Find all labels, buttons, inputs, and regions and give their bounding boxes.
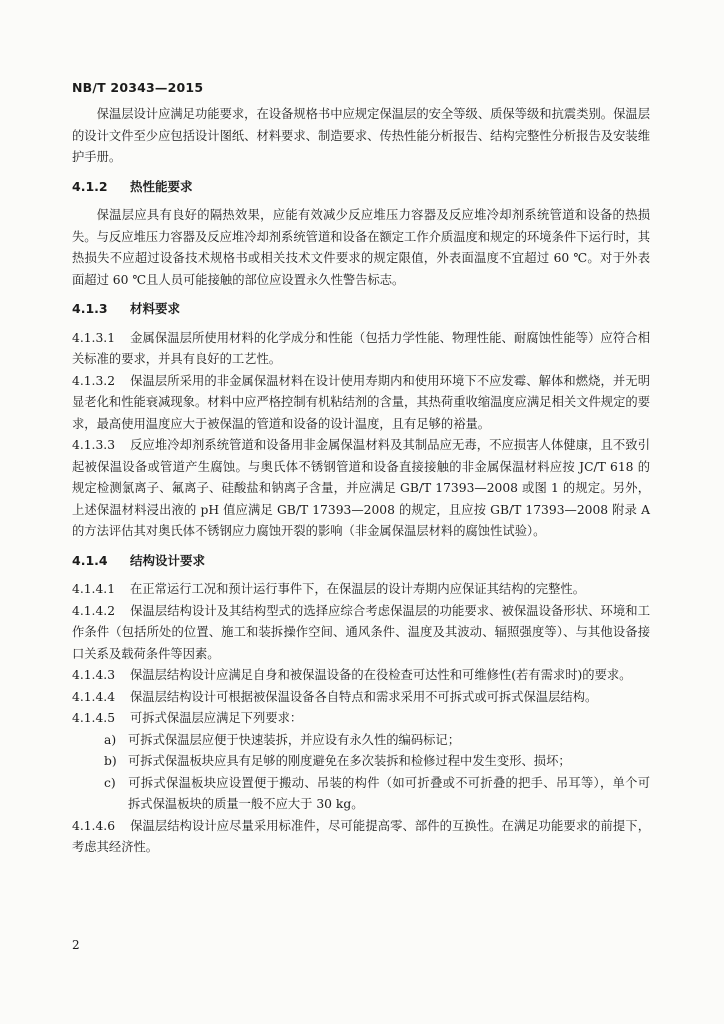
- clause-4-1-3-1: [72, 328, 650, 371]
- clause-text: 保温层所采用的非金属保温材料在设计使用寿期内和使用环境下不应发霉、解体和燃烧，并无明显老化和性能衰减现象。材料中应严格控制有机粘结剂的含量，其热荷重收缩温度应满足相关文件规定的要求，最高使用温度应大于被保温的管道和设备的设计温度，且有足够的裕量。: [72, 373, 650, 431]
- clause-4-1-4-2: [72, 601, 650, 666]
- clause-text: 可拆式保温层应满足下列要求：: [130, 711, 303, 725]
- clause-text: 保温层结构设计及其结构型式的选择应综合考虑保温层的功能要求、被保温设备形状、环境和工作条件（包括所处的位置、施工和装拆操作空间、通风条件、温度及其波动、辐照强度等）、与其他设备接口关系及载荷条件等因素。: [72, 603, 650, 661]
- standard-number-header: NB/T 20343—2015: [72, 80, 204, 95]
- clause-4-1-3-3: [72, 435, 650, 543]
- clause-4-1-4-3: [72, 665, 650, 687]
- thermal-performance-paragraph: 保温层应具有良好的隔热效果，应能有效减少反应堆压力容器及反应堆冷却剂系统管道和设备的热损失。与反应堆压力容器及反应堆冷却剂系统管道和设备在额定工作介质温度和规定的环境条件下运行时，其热损失不应超过设备技术规格书或相关技术文件要求的规定限值，外表面温度不宜超过 60 ℃。对于外表面超过 60 ℃且人员可能接触的部位应设置永久性警告标志。: [72, 208, 650, 287]
- section-title: 结构设计要求: [130, 552, 206, 568]
- clause-number: 4.1.4.1: [72, 582, 116, 596]
- list-marker: b): [104, 754, 117, 768]
- list-item-a: [72, 730, 650, 752]
- clause-number: 4.1.4.5: [72, 711, 116, 725]
- list-marker: c): [104, 775, 116, 790]
- list-item-c: [72, 773, 650, 816]
- list-item-text: 可拆式保温板块应设置便于搬动、吊装的构件（如可折叠或不可折叠的把手、吊耳等），单个可拆式保温板块的质量一般不应大于 30 kg。: [128, 775, 650, 811]
- clause-number: 4.1.4.3: [72, 668, 116, 682]
- clause-number: 4.1.3.1: [72, 330, 116, 345]
- clause-number: 4.1.3.3: [72, 438, 116, 452]
- clause-number: 4.1.3.2: [72, 373, 116, 388]
- clause-4-1-4-1: [72, 579, 650, 601]
- section-heading-4-1-4: [72, 550, 650, 572]
- list-item-b: [72, 751, 650, 773]
- clause-4-1-4-5: [72, 708, 650, 730]
- list-item-text: 可拆式保温板块应具有足够的刚度避免在多次装拆和检修过程中发生变形、损坏；: [128, 754, 571, 768]
- section-number: 4.1.2: [72, 178, 108, 194]
- page-number: 2: [72, 938, 80, 952]
- clause-4-1-3-2: [72, 371, 650, 436]
- intro-paragraph: 保温层设计应满足功能要求，在设备规格书中应规定保温层的安全等级、质保等级和抗震类别。保温层的设计文件至少应包括设计图纸、材料要求、制造要求、传热性能分析报告、结构完整性分析报告及安装维护手册。: [72, 107, 650, 164]
- clause-number: 4.1.4.4: [72, 689, 116, 704]
- list-item-text: 可拆式保温层应便于快速装拆，并应设有永久性的编码标记；: [128, 732, 461, 747]
- section-title: 热性能要求: [130, 178, 193, 194]
- section-heading-4-1-3: [72, 298, 650, 320]
- clause-text: 金属保温层所使用材料的化学成分和性能（包括力学性能、物理性能、耐腐蚀性能等）应符合相关标准的要求，并具有良好的工艺性。: [72, 330, 650, 366]
- clause-4-1-4-6: [72, 816, 650, 859]
- clause-text: 保温层结构设计可根据被保温设备各自特点和需求采用不可拆式或可拆式保温层结构。: [130, 689, 598, 704]
- clause-4-1-4-4: [72, 687, 650, 709]
- section-heading-4-1-2: [72, 176, 650, 198]
- section-number: 4.1.3: [72, 301, 108, 316]
- clause-text: 反应堆冷却剂系统管道和设备用非金属保温材料及其制品应无毒，不应损害人体健康，且不致引起被保温设备或管道产生腐蚀。与奥氏体不锈钢管道和设备直接接触的非金属保温材料应按 JC/T 618 的规定检测氯离子、氟离子、硅酸盐和钠离子含量，并应满足 GB/T 17393—2008 或图 1 的规定。另外，上述保温材料浸出液的 pH 值应满足 GB/T 17393—2008 的规定，且应按 GB/T 17393—2008 附录 A 的方法评估其对奥氏体不锈钢应力腐蚀开裂的影响（非金属保温层材料的腐蚀性试验）。: [72, 438, 650, 538]
- clause-text: 在正常运行工况和预计运行事件下，在保温层的设计寿期内应保证其结构的完整性。: [130, 582, 585, 596]
- section-number: 4.1.4: [72, 552, 108, 568]
- clause-number: 4.1.4.2: [72, 603, 116, 618]
- section-title: 材料要求: [130, 301, 181, 316]
- document-body: [72, 104, 650, 859]
- list-marker: a): [104, 732, 117, 747]
- clause-text: 保温层结构设计应满足自身和被保温设备的在役检查可达性和可维修性(若有需求时)的要求。: [130, 668, 632, 682]
- clause-text: 保温层结构设计应尽量采用标准件，尽可能提高零、部件的互换性。在满足功能要求的前提下，考虑其经济性。: [72, 818, 650, 854]
- clause-number: 4.1.4.6: [72, 818, 116, 833]
